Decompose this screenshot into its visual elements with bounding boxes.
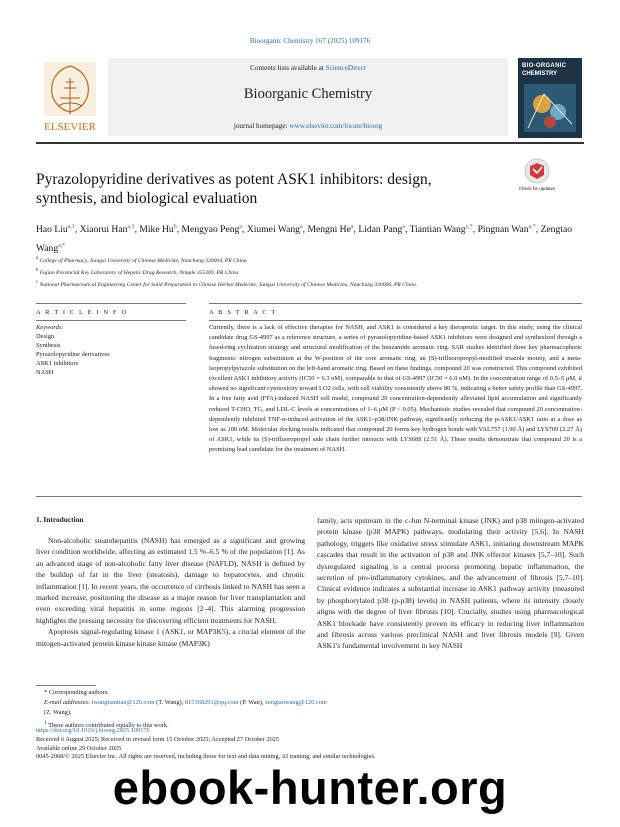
- keyword-item: ASK1 inhibitors: [36, 360, 79, 367]
- journal-homepage: journal homepage: www.elsevier.com/locate/bioorg: [233, 122, 383, 130]
- author-affiliation-marker[interactable]: a: [402, 224, 405, 230]
- corresponding-note: * Corresponding authors.: [44, 689, 109, 696]
- received-dates: Received 6 August 2025; Received in revised form 15 October 2025; Accepted 27 October 2025: [36, 735, 280, 743]
- introduction-heading: 1. Introduction: [36, 515, 84, 524]
- author-name: Lidan Pang: [358, 224, 403, 236]
- author-affiliation-marker[interactable]: c,*: [465, 224, 473, 230]
- publication-info: [36, 727, 596, 762]
- body-column-right: [317, 515, 584, 652]
- author-name: Pingnan Wan: [477, 224, 529, 236]
- sciencedirect-link[interactable]: ScienceDirect: [325, 64, 366, 72]
- email-link[interactable]: 815368291@qq.com: [184, 699, 239, 706]
- keywords-block: [36, 323, 186, 377]
- author-affiliation-marker[interactable]: a,1: [127, 224, 135, 230]
- author-affiliation-marker[interactable]: b: [173, 224, 177, 230]
- author-affiliation-marker[interactable]: a: [350, 224, 354, 230]
- affiliation-line: $^b$ Fujian Provincial Key Laboratory of Hepatic Drug Research, Ningde 355300, PR China: [36, 267, 239, 276]
- article-info-rule-top: [36, 303, 186, 304]
- abstract-bottom-rule: [36, 496, 582, 497]
- keyword-item: Design: [36, 333, 55, 340]
- author-affiliation-marker[interactable]: a,1: [67, 224, 75, 230]
- elsevier-logo: [36, 58, 104, 136]
- paragraph: family, acts upstream in the c-Jun N-terminal kinase (JNK) and p38 mitogen-activated protein kinase (p38 MAPK) pathways, modulating their activity [5,6]. In NASH pathology, triggers like oxidative stress stimulate ASK1, initiating downstream MAPK cascades that result in the activation of p38 and JNK effector kinases [5,7–10]. Such dysregulated signaling is a central process promoting hepatic inflammation, the secretion of pro-inflammatory cytokines, and the advancement of fibrosis [5,7–10]. Clinical evidence indicates a substantial increase in ASK1 pathway activity (measured by phosphorylated p38 (p-p38) levels) in NASH patients, where its intensity closely aligns with the degree of liver fibrosis [10]. Crucially, studies using pharmacological ASK1 blockade have consistently proven its efficacy in reducing liver inflammation and fibrosis across various preclinical NASH and liver fibrosis models [9]. Given ASK1's fundamental involvement in key NASH: [317, 516, 584, 651]
- journal-title: Bioorganic Chemistry: [243, 86, 373, 102]
- keywords-label: Keywords:: [36, 324, 64, 331]
- keyword-item: Pyrazolopyridine derivatives: [36, 351, 110, 358]
- author-affiliation-marker[interactable]: a,*: [58, 243, 66, 250]
- affiliation-line: $^a$ College of Pharmacy, Jiangxi University of Chinese Medicine, Nanchang 330004, PR China: [36, 256, 247, 264]
- author-name: Mengni He: [307, 224, 351, 236]
- footnotes: [36, 688, 336, 731]
- article-title: Pyrazolopyridine derivatives as potent ASK1 inhibitors: design, synthesis, and biological evaluation: [36, 171, 432, 207]
- elsevier-logo-text: ELSEVIER: [44, 121, 96, 133]
- abstract-rule: [209, 320, 582, 321]
- author-list: Hao Liu$^{a,1}$, Xiaorui Han$^{a,1}$, Mike Hu$^b$, Mengyao Peng$^a$, Xiumei Wang$^a$, Mengni He$^a$, Lidan Pang$^a$, Tiantian Wang$^{c,*}$, Pingnan Wan$^{a,*}$, Zengtao Wang$^{a,*}$: [36, 224, 572, 255]
- abstract-rule-top: [209, 303, 582, 304]
- article-info-rule: [36, 320, 186, 321]
- available-online: Available online 29 October 2025: [36, 744, 122, 752]
- keyword-item: NASH: [36, 369, 54, 376]
- paragraph: Apoptosis signal-regulating kinase 1 (ASK1, or MAP3K5), a crucial element of the mitogen-activated protein kinase kinase kinase (MAP3K): [36, 627, 305, 648]
- doi-link[interactable]: https://doi.org/10.1016/j.bioorg.2025.109176: [36, 727, 150, 734]
- author-name: Mengyao Peng: [181, 224, 240, 236]
- keyword-item: Synthesis: [36, 342, 61, 349]
- journal-reference[interactable]: Bioorganic Chemistry 167 (2025) 109176: [249, 37, 371, 45]
- author-name: Zengtao Wang: [36, 224, 572, 255]
- journal-cover-image: [518, 58, 582, 138]
- equal-contribution-note: $^1$ These authors contributed equally to this work.: [44, 720, 169, 730]
- email-note: E-mail addresses: iwangtiantian@126.com (T. Wang), 815368291@qq.com (P. Wan), zengtaowang@126.com (Z. Wang).: [44, 699, 327, 716]
- homepage-link[interactable]: www.elsevier.com/locate/bioorg: [289, 122, 383, 130]
- watermark: ebook-hunter.org: [112, 761, 508, 814]
- author-name: Xiumei Wang: [246, 224, 300, 236]
- affiliation-line: $^c$ National Pharmaceutical Engineering Center for Solid Preparation in Chinese Herbal Medicine, Jiangxi University of Chinese Medicine, Nanchang 330006, PR China.: [36, 279, 418, 288]
- body-column-left: [36, 535, 305, 649]
- abstract-text: Currently, there is a lack of effective therapies for NASH, and ASK1 is considered a key therapeutic target. In this study, using the clinical candidate drug GS-4997 as a reference structure, a series of pyrazolopyridine-based ASK1 inhibitors were designed and synthesized through a fused-ring cyclization strategy and structural modification of the benzamide aromatic ring. SAR studies identified three key pharmacophoric fragments: nitrogen substitution at the W-position of the core aromatic ring, an (S)-trifluoropropyl-modified triazole moiety, and a meta-isopropylpyrazole substitution on the left-hand aromatic ring. Based on these findings, compound 20 was constructed. This compound exhibited excellent ASK1 inhibitory activity (IC50 = 6.3 nM), comparable to that of GS-4997 (IC50 = 6.0 nM). In the concentration range of 0.5–5 μM, it showed no significant cytotoxicity toward LO2 cells, with cell viability consistently above 80 %, indicating a better safety profile than GS-4997. In a free fatty acid (FFA)-induced NASH cell model, compound 20 concentration-dependently alleviated lipid accumulation and significantly reduced T-CHO, TG, and LDL-C levels at concentrations of 1–6 μM (P < 0.05). Mechanistic studies revealed that compound 20 concentration-dependently inhibited TNF-α-induced activation of the ASK1–p38/JNK pathway, significantly reducing the p-ASK1/ASK1 ratio at a dose as low as 100 nM. Molecular docking results indicated that compound 20 forms key hydrogen bonds with VAL757 (1.90 Å) and LYS709 (2.27 Å) of ASK1, while its (S)-trifluoropropyl side chain further interacts with LYS688 (2.51 Å). These results demonstrate that compound 20 is a promising lead candidate for the treatment of NASH.: [209, 324, 582, 454]
- cover-title-line2: CHEMISTRY: [522, 71, 558, 77]
- email-link[interactable]: zengtaowang@126.com: [265, 699, 327, 706]
- paragraph: Non-alcoholic steatohepatitis (NASH) has emerged as a significant and growing liver condition worldwide, affecting an estimated 1.5 %–6.5 % of the population [1]. As an advanced stage of non-alcoholic fatty liver disease (NAFLD), NASH is defined by the buildup of fat in the liver (steatosis), damage to hepatocytes, and chronic inflammation [1]. In recent years, the occurrence of cirrhosis linked to NASH has seen a marked increase, positioning the disease as a major reason for liver transplantation and even exceeding viral hepatitis in some regions [2–4]. This alarming progression highlights the pressing necessity for discovering efficient treatments for NASH.: [36, 536, 305, 625]
- contents-line: Contents lists available at ScienceDirect: [250, 64, 366, 72]
- author-name: Mike Hu: [139, 224, 174, 236]
- author-affiliation-marker[interactable]: a: [299, 224, 303, 230]
- header-rule: [36, 142, 584, 144]
- affiliations: [36, 254, 596, 290]
- author-name: Xiaorui Han: [79, 224, 128, 236]
- email-link[interactable]: iwangtiantian@126.com: [91, 699, 155, 706]
- footnote-rule: [36, 685, 96, 686]
- abstract-heading: A B S T R A C T: [209, 309, 277, 316]
- author-affiliation-marker[interactable]: a,*: [528, 224, 536, 230]
- author-name: Hao Liu: [36, 224, 68, 236]
- author-affiliation-marker[interactable]: a: [239, 224, 243, 230]
- check-for-updates-label[interactable]: Check for updates: [518, 186, 556, 191]
- author-name: Tiantian Wang: [409, 224, 466, 236]
- cover-artwork: [524, 84, 576, 132]
- check-for-updates-icon[interactable]: [520, 157, 554, 187]
- cover-title-line1: BIO-ORGANIC: [522, 63, 567, 69]
- copyright: 0045-2068/© 2025 Elsevier Inc. All rights are reserved, including those for text and data mining, AI training, and similar technologies.: [36, 753, 376, 761]
- article-info-heading: A R T I C L E I N F O: [36, 309, 128, 316]
